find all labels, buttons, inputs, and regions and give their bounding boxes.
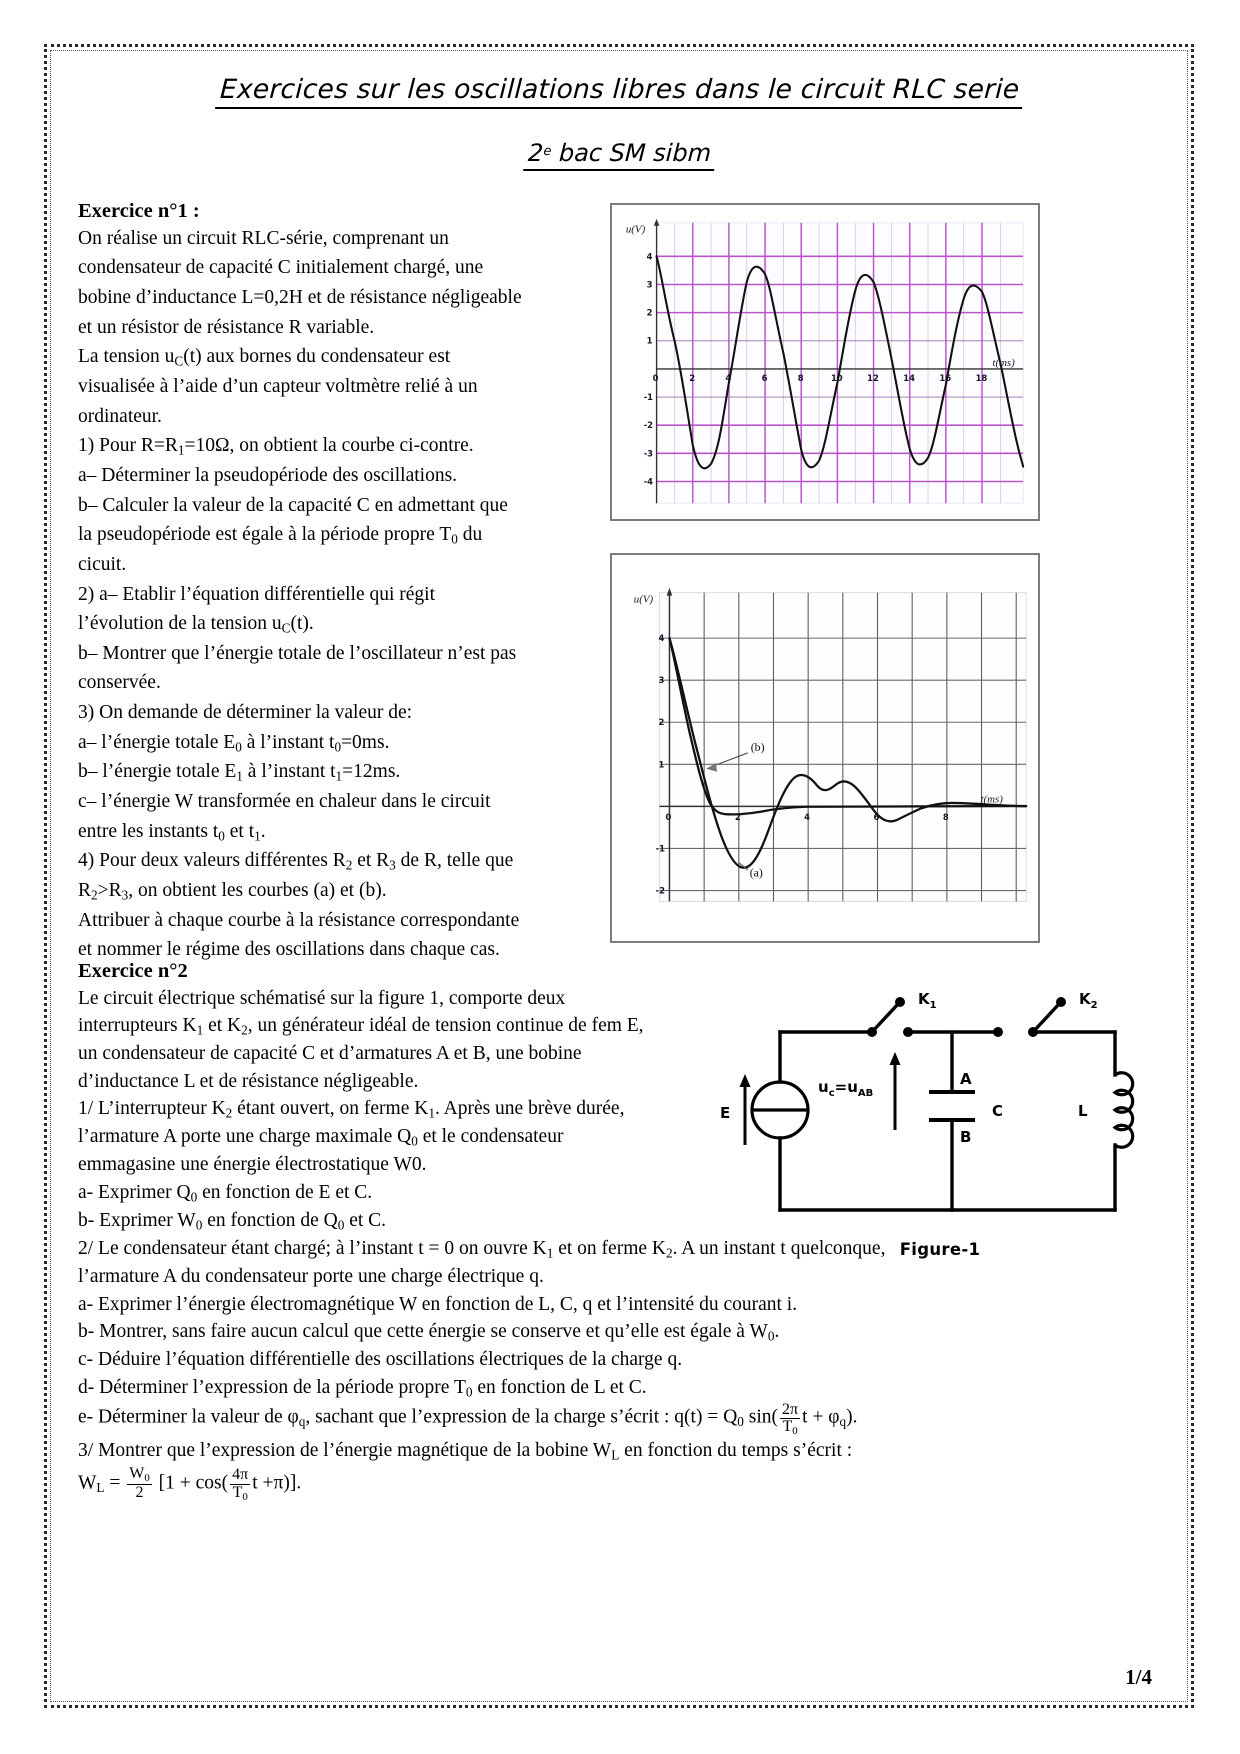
subscript-w0b: 0 <box>767 1328 775 1344</box>
svg-text:12: 12 <box>867 372 879 383</box>
subtitle-ordinal: e <box>543 144 553 160</box>
ex2-p3-1a: 3/ Montrer que l’expression de l’énergie magnétique de la bobine W <box>78 1440 612 1462</box>
capacitor-plates <box>929 1092 975 1120</box>
subscript-wl: L <box>611 1447 620 1463</box>
ex1-q1b-2a: la pseudopériode est égale à la période propre T <box>78 524 452 546</box>
ex2-intro-4: d’inductance L et de résistance négligeable. <box>78 1070 419 1092</box>
label-B: B <box>960 1128 972 1146</box>
arrow-E <box>740 1074 751 1145</box>
ex2-p2a: a- Exprimer l’énergie électromagnétique W en fonction de L, C, q et l’intensité du courant i. <box>78 1293 798 1315</box>
fraction2-num-sub: 0 <box>144 1471 150 1484</box>
svg-text:2: 2 <box>646 307 653 318</box>
subscript-q0b: 0 <box>190 1189 198 1205</box>
label-k2: $K_2$ <box>1079 990 1098 1011</box>
subscript-t1: 1 <box>335 769 343 785</box>
subscript-c2: C <box>281 620 291 636</box>
subscript-phiq2: q <box>839 1414 847 1430</box>
ex1-q3b <box>78 758 598 787</box>
inductor-coil <box>1115 1073 1133 1148</box>
ex2-p3-line1 <box>78 1437 1163 1465</box>
svg-text:1: 1 <box>646 335 653 346</box>
subscript-r3: 3 <box>389 858 396 874</box>
ex2-p2d-2: en fonction de L et C. <box>472 1376 647 1398</box>
ex2-p2-1a: 2/ Le condensateur étant chargé; à l’instant t = 0 on ouvre K <box>78 1238 547 1260</box>
subscript-t0: 0 <box>334 739 342 755</box>
y-axis-label: u(V) <box>625 223 646 236</box>
ex1-q4-2b: >R <box>97 880 122 902</box>
ex1-q4-line1 <box>78 847 598 876</box>
ex2-p2c: c- Déduire l’équation différentielle des oscillations électriques de la charge q. <box>78 1349 683 1371</box>
ex1-q3a-3: =0ms. <box>341 731 390 753</box>
figure-1-caption: Figure-1 <box>899 1240 981 1259</box>
ex1-q3: 3) On demande de déterminer la valeur de: <box>78 702 413 724</box>
fraction2-denominator: 2 <box>135 1483 144 1501</box>
subscript-r3b: 3 <box>121 887 129 903</box>
subscript-r2: 2 <box>345 858 353 874</box>
subscript-phiq: q <box>298 1414 306 1430</box>
ex2-p1a-2: en fonction de E et C. <box>197 1181 373 1203</box>
svg-text:8: 8 <box>797 372 804 383</box>
subscript-k2c: 2 <box>665 1245 673 1261</box>
subscript-t1b: 1 <box>254 828 261 844</box>
ex1-line-3: bobine d’inductance L=0,2H et de résistance négligeable <box>78 286 522 308</box>
x-axis-label-2: t(ms) <box>980 793 1003 806</box>
fraction-numerator: 2π <box>782 1400 799 1418</box>
ex1-q4-line2 <box>78 877 598 906</box>
ex2-p1-line2 <box>78 1123 718 1151</box>
circuit-svg <box>720 970 1160 1240</box>
ex1-q1-a: 1) Pour R=R <box>78 435 178 457</box>
ex1-q4-1c: de R, telle que <box>395 850 514 872</box>
ex1-q4-2c: , on obtient les courbes (a) et (b). <box>128 880 387 902</box>
ex1-line-1: On réalise un circuit RLC-série, comprenant un <box>78 227 449 249</box>
ex2-p1-1a: 1/ L’interrupteur K <box>78 1097 226 1119</box>
ex1-q2a-2b: (t). <box>290 613 314 635</box>
ex1-q3c-2b: et t <box>224 820 255 842</box>
fraction-4pi-over-T0 <box>230 1467 250 1502</box>
svg-text:1: 1 <box>658 759 665 770</box>
label-E: E <box>720 1104 731 1122</box>
fraction-den-T: T <box>782 1418 793 1436</box>
ex1-q1a: a– Déterminer la pseudopériode des oscillations. <box>78 464 458 486</box>
ex2-intro-2c: , un générateur idéal de tension continue de fem E, <box>247 1014 644 1036</box>
page-content <box>70 58 1170 1698</box>
svg-text:4: 4 <box>646 251 653 262</box>
ex2-p2e-2: , sachant que l’expression de la charge s’écrit : q(t) = Q <box>305 1406 738 1428</box>
svg-text:2: 2 <box>689 372 696 383</box>
ex1-q4-line4: et nommer le régime des oscillations dans chaque cas. <box>78 939 500 961</box>
ex2-p1b-1: b- Exprimer W <box>78 1209 196 1231</box>
fraction-den-sub: 0 <box>792 1425 798 1438</box>
subscript-k1b: 1 <box>428 1105 435 1121</box>
ex1-q2b-line1: b– Montrer que l’énergie totale de l’oscillateur n’est pas <box>78 642 517 664</box>
ex2-p2-1b: et on ferme K <box>553 1238 666 1260</box>
svg-text:0: 0 <box>665 812 672 823</box>
ex1-q3a <box>78 729 598 758</box>
fraction-denominator <box>780 1419 800 1437</box>
ex1-q2a-line2 <box>78 610 598 639</box>
ex1-q3b-3: =12ms. <box>342 761 401 783</box>
svg-text:(a): (a) <box>749 865 763 880</box>
subscript-w0: 0 <box>195 1217 203 1233</box>
svg-text:4: 4 <box>658 633 665 644</box>
ex2-p2d-1: d- Déterminer l’expression de la période propre T <box>78 1376 466 1398</box>
fraction-2pi-over-T0 <box>780 1402 800 1437</box>
figure-oscillation-graph <box>610 203 1040 521</box>
ex2-p2e-5: ). <box>846 1406 858 1428</box>
subtitle-rest: bac SM sibm <box>551 139 713 167</box>
ex2-intro-2a: interrupteurs K <box>78 1014 197 1036</box>
fraction3-denominator <box>230 1485 250 1503</box>
svg-text:-4: -4 <box>643 476 654 487</box>
ex2-p1a-1: a- Exprimer Q <box>78 1181 191 1203</box>
ex2-p3-formula <box>78 1466 1163 1503</box>
ex2-intro-1: Le circuit électrique schématisé sur la figure 1, comporte deux <box>78 987 566 1009</box>
svg-text:10: 10 <box>830 372 843 383</box>
ex2-p2b-2: . <box>774 1321 780 1343</box>
ex2-p2e <box>78 1402 1163 1437</box>
ex2-p1-line3: emmagasine une énergie électrostatique W0. <box>78 1154 427 1176</box>
svg-text:2: 2 <box>734 812 741 823</box>
ex2-intro-3: un condensateur de capacité C et d’armatures A et B, une bobine <box>78 1043 582 1065</box>
ex1-q2b-line2: conservée. <box>78 672 161 694</box>
subscript-k1: 1 <box>196 1022 204 1038</box>
ex2-p2d <box>78 1374 1163 1402</box>
subscript-1: 1 <box>177 442 185 458</box>
exercise-2-full-width <box>78 1235 1163 1503</box>
svg-text:18: 18 <box>975 372 988 383</box>
subscript-q0: 0 <box>411 1133 418 1149</box>
ex1-q3a-2: à l’instant t <box>241 731 335 753</box>
svg-text:6: 6 <box>873 812 880 823</box>
formula-WL-sub: L <box>96 1479 105 1495</box>
svg-text:4: 4 <box>804 812 811 823</box>
exercise-1-text <box>78 198 598 966</box>
ex1-q2a-line1: 2) a– Etablir l’équation différentielle qui régit <box>78 583 436 605</box>
ex2-p2-line2: l’armature A du condensateur porte une charge électrique q. <box>78 1266 544 1288</box>
oscillation-chart-svg <box>612 205 1038 519</box>
svg-text:-1: -1 <box>643 392 654 403</box>
ex2-p2b-1: b- Montrer, sans faire aucun calcul que cette énergie se conserve et qu’elle est égale à W <box>78 1321 768 1343</box>
ex2-p3-1b: en fonction du temps s’écrit : <box>619 1440 853 1462</box>
ex2-intro-2b: et K <box>203 1014 242 1036</box>
ex1-q4-1a: 4) Pour deux valeurs différentes R <box>78 850 346 872</box>
svg-text:(b): (b) <box>750 739 765 754</box>
subscript-q0d: 0 <box>737 1414 744 1430</box>
ex1-q4-2a: R <box>78 880 92 902</box>
ex1-q2a-2a: l’évolution de la tension u <box>78 613 282 635</box>
ex1-tension-line-3: ordinateur. <box>78 405 162 427</box>
svg-text:8: 8 <box>942 812 949 823</box>
ex2-p1-line1 <box>78 1095 718 1123</box>
ex2-p1-2b: et le condensateur <box>417 1126 564 1148</box>
ex1-q4-1b: et R <box>352 850 390 872</box>
svg-text:3: 3 <box>658 675 665 686</box>
ex2-p2e-1: e- Déterminer la valeur de φ <box>78 1406 299 1428</box>
subscript-k2: 2 <box>241 1022 248 1038</box>
damped-chart-svg <box>612 555 1038 941</box>
ex1-line-2: condensateur de capacité C initialement chargé, une <box>78 257 484 279</box>
ex1-tension-a: La tension u <box>78 346 175 368</box>
ex1-q1-b: =10Ω, on obtient la courbe ci-contre. <box>184 435 474 457</box>
fraction2-num-W: W <box>129 1464 145 1482</box>
svg-text:2: 2 <box>658 717 665 728</box>
ex2-p1b-2: en fonction de Q <box>202 1209 338 1231</box>
arrow-uC <box>890 1052 901 1130</box>
ex1-q3c-line2 <box>78 818 598 847</box>
document-header <box>70 58 1170 171</box>
fraction3-den-sub: 0 <box>242 1490 248 1503</box>
subscript-k2b: 2 <box>225 1105 233 1121</box>
subscript-t0c: 0 <box>465 1384 473 1400</box>
svg-text:3: 3 <box>646 279 653 290</box>
label-C: C <box>992 1102 1004 1120</box>
ex1-q3a-1: a– l’énergie totale E <box>78 731 236 753</box>
subscript-e0: 0 <box>235 739 242 755</box>
label-L: L <box>1078 1102 1088 1120</box>
ex2-p1-1b: étant ouvert, on ferme K <box>232 1097 429 1119</box>
ex1-q1b-line2 <box>78 521 598 550</box>
svg-text:4: 4 <box>725 372 732 383</box>
svg-text:6: 6 <box>761 372 768 383</box>
fraction-W0-over-2 <box>127 1466 152 1501</box>
ex2-p2e-4: t + φ <box>802 1406 840 1428</box>
label-k1: $K_1$ <box>918 990 937 1011</box>
ex1-q3c-line1: c– l’énergie W transformée en chaleur dans le circuit <box>78 791 491 813</box>
svg-text:0: 0 <box>652 372 659 383</box>
ex2-p2b <box>78 1318 1163 1346</box>
ex1-q1b-line3: cicuit. <box>78 553 127 575</box>
fraction3-numerator: 4π <box>232 1466 249 1484</box>
figure-damped-graph <box>610 553 1040 943</box>
subscript-t0b: 0 <box>218 828 225 844</box>
ex1-q4-line3: Attribuer à chaque courbe à la résistance correspondante <box>78 909 520 931</box>
page-number: 1/4 <box>1125 1665 1152 1689</box>
page-title: Exercices sur les oscillations libres dans le circuit RLC serie <box>215 74 1024 109</box>
subscript-c: C <box>174 353 184 369</box>
ex2-intro-2 <box>78 1012 718 1040</box>
ex1-line-4: et un résistor de résistance R variable. <box>78 316 375 338</box>
switch-k1[interactable] <box>867 997 913 1037</box>
subscript-q0c: 0 <box>337 1217 345 1233</box>
ex1-tension-b: (t) aux bornes du condensateur est <box>183 346 451 368</box>
subscript-k1c: 1 <box>546 1245 554 1261</box>
ex2-p1b <box>78 1207 718 1235</box>
subtitle-level: 2 <box>527 139 545 167</box>
svg-text:16: 16 <box>939 372 952 383</box>
ex1-q1b-line1: b– Calculer la valeur de la capacité C en admettant que <box>78 494 508 516</box>
svg-text:-1: -1 <box>655 843 665 854</box>
page-subtitle <box>524 139 717 171</box>
ex2-p2-1c: . A un instant t quelconque, <box>672 1238 886 1260</box>
ex1-q1 <box>78 432 598 461</box>
ex1-q1b-2b: du <box>457 524 483 546</box>
ex1-q3b-2: à l’instant t <box>242 761 336 783</box>
ex1-q3c-2c: . <box>260 820 266 842</box>
ex1-q3c-2a: entre les instants t <box>78 820 219 842</box>
formula-equals: = <box>104 1471 126 1493</box>
subscript-e1: 1 <box>236 769 243 785</box>
svg-text:-2: -2 <box>655 885 665 896</box>
label-A: A <box>960 1070 972 1088</box>
ex2-p1b-3: et C. <box>344 1209 387 1231</box>
ex1-q3b-1: b– l’énergie totale E <box>78 761 237 783</box>
label-uc: $u_c=u_{AB}$ <box>818 1078 874 1099</box>
ex2-p2e-3: sin( <box>743 1406 779 1428</box>
svg-text:-3: -3 <box>643 448 654 459</box>
fraction3-den-T: T <box>232 1483 243 1501</box>
exercise-1-heading: Exercice n°1 : <box>78 200 200 222</box>
fraction2-numerator <box>127 1466 152 1485</box>
svg-text:-2: -2 <box>643 420 654 431</box>
ex2-p1a <box>78 1179 718 1207</box>
y-axis-label-2: u(V) <box>633 593 654 606</box>
formula-rest-1: [1 + cos( <box>153 1471 229 1493</box>
x-axis-label: t(ms) <box>992 356 1015 369</box>
ex1-tension-line-1 <box>78 343 598 372</box>
formula-rest-2: t +π)]. <box>252 1471 302 1493</box>
ex2-p1-2a: l’armature A porte une charge maximale Q <box>78 1126 412 1148</box>
exercise-2-left-column <box>78 985 718 1236</box>
subscript-r2b: 2 <box>91 887 98 903</box>
ex1-tension-line-2: visualisée à l’aide d’un capteur voltmètre relié à un <box>78 375 478 397</box>
exercise-2-heading: Exercice n°2 <box>78 960 188 982</box>
figure-circuit-diagram <box>720 970 1160 1240</box>
formula-WL: W <box>78 1471 97 1493</box>
subscript-0: 0 <box>451 531 458 547</box>
svg-text:14: 14 <box>903 372 915 383</box>
ex2-p1-1c: . Après une brève durée, <box>434 1097 625 1119</box>
